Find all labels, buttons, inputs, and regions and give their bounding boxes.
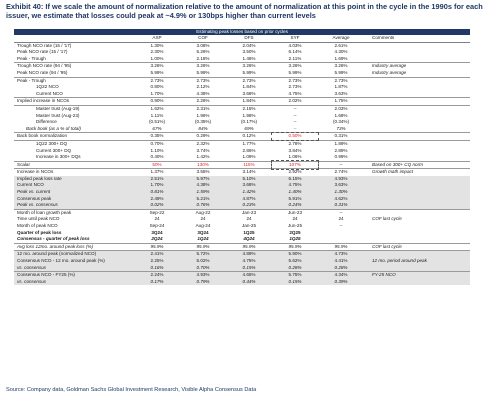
table-cell: 2.89% xyxy=(334,147,348,153)
row-label: Increase in NCOs xyxy=(14,169,134,176)
row-comment xyxy=(364,49,470,56)
table-cell: 3.14% xyxy=(226,169,272,176)
table-cell: 4.75% xyxy=(226,258,272,265)
row-label: Consensus NCO - 12 mo. around peak (%) xyxy=(14,258,134,265)
row-comment xyxy=(364,279,470,286)
row-label: Scalar xyxy=(14,161,134,169)
row-comment xyxy=(364,77,470,84)
row-label: Peak NCO rate (15 / '17) xyxy=(17,49,68,55)
table-cell: 3.63% xyxy=(334,90,348,96)
table-cell: 5.02% xyxy=(180,258,226,265)
table-cell: 1.75% xyxy=(318,98,364,106)
table-cell: Jun-25 xyxy=(287,223,303,229)
row-comment xyxy=(364,236,470,243)
table-cell: 3.26% xyxy=(180,63,226,70)
row-label: Peak - Trough xyxy=(17,55,46,61)
column-header: SYF xyxy=(272,35,318,42)
row-comment xyxy=(364,154,470,161)
table-cell: 67% xyxy=(152,125,162,131)
table-cell: 95.9% xyxy=(180,243,226,251)
table-cell: 6.14% xyxy=(288,49,302,55)
table-cell: 2.26% xyxy=(180,98,226,106)
table-row xyxy=(14,236,470,243)
row-comment xyxy=(364,265,470,272)
row-label: vs. consensus xyxy=(14,279,134,286)
table-cell: -- xyxy=(272,105,318,112)
row-comment xyxy=(364,176,470,183)
table-cell: 1.30% xyxy=(134,42,180,49)
table-row xyxy=(14,77,470,84)
table-cell: 69% xyxy=(244,125,254,131)
table-cell: 3.55% xyxy=(180,169,226,176)
table-cell: 0.31% xyxy=(318,133,364,141)
row-label: Avg loss 12mo. around peak loss (%) xyxy=(14,243,134,251)
table-cell: 1.11% xyxy=(150,112,164,118)
table-row xyxy=(14,189,470,196)
table-row xyxy=(14,113,470,120)
table-row xyxy=(14,126,470,133)
table-cell: 3.26% xyxy=(134,63,180,70)
row-comment: Based on 300+ CQ norm xyxy=(364,161,470,169)
table-cell: 1.42% xyxy=(196,154,210,160)
row-label: Peak NCO rate (94 / '95) xyxy=(17,69,68,75)
column-header: AXP xyxy=(134,35,180,42)
table-cell: 0.50% xyxy=(272,133,318,141)
table-row xyxy=(14,169,470,176)
table-cell: 1Q25 xyxy=(289,236,301,242)
table-cell: 2.02% xyxy=(272,98,318,106)
row-label: Trough NCO rate (15 / '17) xyxy=(14,42,134,49)
table-cell: 3.26% xyxy=(226,63,272,70)
row-comment xyxy=(364,148,470,155)
table-cell: 1.70% xyxy=(134,182,180,189)
table-cell: 0.70% xyxy=(180,265,226,272)
table-cell: 2.25% xyxy=(134,258,180,265)
table-cell: 1.96% xyxy=(196,112,210,118)
table-cell: 50% xyxy=(134,161,180,169)
table-cell: 3.68% xyxy=(242,90,256,96)
table-cell: 0.79% xyxy=(180,279,226,286)
table-cell: 130% xyxy=(180,161,226,169)
table-cell: 3.26% xyxy=(272,63,318,70)
row-label: Consensus - quarter of peak loss xyxy=(17,236,90,242)
table-cell: 3.84% xyxy=(288,147,302,153)
table-cell: 24 xyxy=(292,216,298,222)
table-cell: 1.98% xyxy=(242,112,256,118)
row-comment xyxy=(364,42,470,49)
table-cell: 2.41% xyxy=(134,251,180,258)
table-cell: 5.99% xyxy=(196,69,210,75)
table-cell: 4.73% xyxy=(318,251,364,258)
table-cell: 2.30% xyxy=(150,49,164,55)
table-cell: Jan-23 xyxy=(226,209,272,216)
table-cell: 5.10% xyxy=(226,176,272,183)
row-label: Month of peak NCO xyxy=(17,223,58,229)
table-cell: -- xyxy=(293,112,297,118)
table-cell: Sep-24 xyxy=(149,223,165,229)
table-cell: 1.62% xyxy=(134,105,180,112)
table-cell: 0.81% xyxy=(134,189,180,196)
row-comment xyxy=(364,230,470,237)
row-label: vs. consensus xyxy=(14,265,134,272)
table-cell: 1.77% xyxy=(226,140,272,147)
table-cell: Sep-22 xyxy=(134,209,180,216)
row-label: Implied increase in NCOs xyxy=(14,98,134,106)
table-cell: 2.24% xyxy=(134,272,180,279)
table-cell: 5.75% xyxy=(272,272,318,279)
row-comment xyxy=(364,133,470,141)
table-cell: 0.31% xyxy=(318,202,364,209)
table-cell: 3Q24 xyxy=(151,229,163,235)
table-cell: 2.73% xyxy=(180,77,226,84)
table-cell: 95.9% xyxy=(272,243,318,251)
table-cell: 95.9% xyxy=(134,243,180,251)
table-cell: 0.15% xyxy=(226,265,272,272)
table-cell: 1.68% xyxy=(334,112,348,118)
table-row xyxy=(14,182,470,189)
table-cell: Jan-25 xyxy=(241,223,257,229)
row-comment xyxy=(364,251,470,258)
row-comment xyxy=(364,98,470,106)
table-cell: 1.46% xyxy=(242,55,256,61)
table-cell: 1.37% xyxy=(134,169,180,176)
table-row xyxy=(14,42,470,49)
table-cell: 1.40% xyxy=(272,189,318,196)
table-cell: 5.72% xyxy=(180,251,226,258)
table-cell: 4.93% xyxy=(180,272,226,279)
table-cell: 5.99% xyxy=(150,69,164,75)
table-cell: 0.16% xyxy=(134,265,180,272)
table-cell: 2.78% xyxy=(272,140,318,147)
table-cell: 95.9% xyxy=(318,243,364,251)
table-cell: 0.44% xyxy=(226,279,272,286)
row-comment xyxy=(364,182,470,189)
row-label: Current 300+ DQ xyxy=(36,147,72,153)
row-comment xyxy=(364,119,470,126)
table-cell: 2.11% xyxy=(288,55,302,61)
table-cell: 115% xyxy=(226,161,272,169)
row-label: Peak vs. consensus xyxy=(14,202,134,209)
row-comment xyxy=(364,196,470,203)
row-label: Master trust (Aug-19) xyxy=(14,105,134,112)
table-cell: 4.34% xyxy=(318,272,364,279)
row-comment xyxy=(364,91,470,98)
table-cell: 3.68% xyxy=(226,182,272,189)
table-cell: 2.32% xyxy=(180,140,226,147)
table-cell: 0.12% xyxy=(226,133,272,141)
table-cell: 0.99% xyxy=(334,154,348,160)
table-cell: 3.63% xyxy=(318,182,364,189)
row-label: Current NCO xyxy=(36,90,63,96)
table-cell: 1.70% xyxy=(150,90,164,96)
table-row xyxy=(14,56,470,63)
table-cell: 4.03% xyxy=(272,42,318,49)
column-header xyxy=(14,35,134,42)
table-row xyxy=(14,154,470,161)
table-cell: 1.59% xyxy=(180,189,226,196)
table-row xyxy=(14,70,470,77)
row-comment xyxy=(364,189,470,196)
table-row xyxy=(14,265,470,272)
table-row xyxy=(14,133,470,141)
table-cell: 1.89% xyxy=(318,140,364,147)
row-comment: 12 mo. period around peak xyxy=(364,258,470,265)
table-cell: 73% xyxy=(336,125,346,131)
table-cell: 0.80% xyxy=(150,84,164,90)
table-row xyxy=(14,202,470,209)
row-comment xyxy=(364,84,470,91)
row-label: Consensus NCO - FY25 (%) xyxy=(14,272,134,279)
table-cell: 0.17% xyxy=(134,279,180,286)
row-comment: COF last cycle xyxy=(364,243,470,251)
row-label: 1Q22 NCO xyxy=(36,84,59,90)
table-cell: (0.34%) xyxy=(332,119,350,125)
table-cell: 2.92% xyxy=(272,169,318,176)
table-cell: 1.69% xyxy=(334,55,348,61)
table-cell: 4.93% xyxy=(318,176,364,183)
table-cell: Aug-22 xyxy=(180,209,226,216)
table-cell: 84% xyxy=(198,125,208,131)
table-cell: 24 xyxy=(154,216,160,222)
row-label: 1Q22 300+ DQ xyxy=(14,140,134,147)
table-cell: 1.00% xyxy=(150,55,164,61)
table-cell: 5.26% xyxy=(196,49,210,55)
table-row xyxy=(14,148,470,155)
column-header: DFS xyxy=(226,35,272,42)
table-row xyxy=(14,251,470,258)
row-comment xyxy=(364,202,470,209)
table-cell: 2.73% xyxy=(226,77,272,84)
row-label: Peak - Trough xyxy=(14,77,134,84)
row-comment xyxy=(364,140,470,147)
table-cell: 2.51% xyxy=(134,176,180,183)
source-note: Source: Company data, Goldman Sachs Global Investment Research, Visible Alpha Consensus Data xyxy=(6,387,257,393)
table-cell xyxy=(318,230,364,237)
table-row xyxy=(14,140,470,147)
table-cell: 24 xyxy=(200,216,206,222)
table-cell: 2.73% xyxy=(318,77,364,84)
column-header: Comments xyxy=(364,35,470,42)
table-cell: 5.99% xyxy=(334,69,348,75)
table-cell: (0.51%) xyxy=(148,119,166,125)
row-label: Implied peak loss rate xyxy=(14,176,134,183)
table-row xyxy=(14,84,470,91)
table-cell: 2.15% xyxy=(226,105,272,112)
table-cell: 4.41% xyxy=(318,258,364,265)
table-cell: 4.87% xyxy=(226,196,272,203)
table-cell: 5.91% xyxy=(272,196,318,203)
row-comment: FY-25 NCO xyxy=(364,272,470,279)
row-comment: Growth math impact xyxy=(364,169,470,176)
table-cell: 4.30% xyxy=(334,49,348,55)
table-cell: 1.09% xyxy=(242,154,256,160)
table-cell: 0.23% xyxy=(226,202,272,209)
table-cell: 4Q24 xyxy=(243,236,255,242)
table-cell xyxy=(318,236,364,243)
table-cell: 0.02% xyxy=(134,202,180,209)
table-row xyxy=(14,91,470,98)
table-cell: 2.49% xyxy=(134,196,180,203)
table-cell: Aug-24 xyxy=(195,223,211,229)
table-cell: 2.31% xyxy=(180,105,226,112)
table-cell: 0.70% xyxy=(134,140,180,147)
table-cell: 5.21% xyxy=(180,196,226,203)
table-cell: 24 xyxy=(338,216,344,222)
table-cell: 4.75% xyxy=(288,90,302,96)
table-cell: 5.90% xyxy=(272,251,318,258)
table-cell: 4.75% xyxy=(272,182,318,189)
table-cell: 0.35% xyxy=(134,133,180,141)
table-cell: 0.24% xyxy=(272,202,318,209)
row-label: Difference xyxy=(36,119,57,125)
row-label: Peak vs. current xyxy=(14,189,134,196)
table-row xyxy=(14,196,470,203)
row-label: Quarter of peak loss xyxy=(17,229,62,235)
table-cell: 5.62% xyxy=(272,258,318,265)
table-cell: 1.42% xyxy=(226,189,272,196)
row-label: Time until peak NCO xyxy=(17,216,60,222)
table-cell: 1.84% xyxy=(226,98,272,106)
row-label: Consensus peak xyxy=(14,196,134,203)
table-row xyxy=(14,176,470,183)
table-cell: 1Q25 xyxy=(243,229,255,235)
table-cell: 2Q25 xyxy=(289,229,301,235)
table-cell: 4.62% xyxy=(318,196,364,203)
table-cell: 2Q24 xyxy=(151,236,163,242)
table-cell: 2.73% xyxy=(288,84,302,90)
table-row xyxy=(14,49,470,56)
table-cell: 4.38% xyxy=(180,182,226,189)
table-cell: 2.73% xyxy=(134,77,180,84)
table-cell: 4.38% xyxy=(196,90,210,96)
row-comment xyxy=(364,223,470,230)
table-cell: 0.29% xyxy=(180,133,226,141)
row-label: Current NCO xyxy=(14,182,134,189)
table-cell: 2.86% xyxy=(242,147,256,153)
table-cell: 1.30% xyxy=(318,189,364,196)
table-cell: 4.89% xyxy=(226,251,272,258)
exhibit-title: Exhibit 40: If we scale the amount of normalization relative to the amount of normalization at this point in the cycle in the 1990s for each issuer, we estimate that losses could peak at ~4.9% or 130bps higher than current levels xyxy=(6,2,483,21)
table-cell: -- xyxy=(318,161,364,169)
row-comment: Industry average xyxy=(364,63,470,70)
table-cell: 2.73% xyxy=(272,77,318,84)
table-cell: 107% xyxy=(272,161,318,169)
table-cell: (0.17%) xyxy=(240,119,258,125)
row-label: 12 mo. around peak (normalized NCO) xyxy=(14,251,134,258)
table-cell: 2.18% xyxy=(196,55,210,61)
table-cell: 3.08% xyxy=(180,42,226,49)
column-header: COF xyxy=(180,35,226,42)
table-cell: -- xyxy=(293,125,297,131)
table-row xyxy=(14,230,470,237)
table-cell: 95.9% xyxy=(226,243,272,251)
row-comment xyxy=(364,113,470,120)
table-cell: 0.15% xyxy=(272,279,318,286)
table-cell: 5.99% xyxy=(288,69,302,75)
row-comment xyxy=(364,209,470,216)
table-row xyxy=(14,279,470,286)
table-row xyxy=(14,216,470,223)
row-comment: COF last cycle xyxy=(372,216,402,222)
peak-loss-table xyxy=(14,29,470,285)
table-cell: 2.04% xyxy=(226,42,272,49)
table-row xyxy=(14,209,470,216)
table-cell: 5.97% xyxy=(180,176,226,183)
row-comment xyxy=(364,126,470,133)
column-header: Average xyxy=(318,35,364,42)
table-row xyxy=(14,272,470,279)
row-label: Master trust (Aug-23) xyxy=(36,112,80,118)
table-cell: 0.90% xyxy=(134,98,180,106)
table-cell: 0.39% xyxy=(318,279,364,286)
table-cell: 5.99% xyxy=(242,69,256,75)
table-cell: 2.61% xyxy=(318,42,364,49)
row-label: Increase in 300+ DQs xyxy=(36,154,81,160)
table-band-title: Estimating peak losses based on prior cycles xyxy=(14,29,470,35)
table-cell: 3.26% xyxy=(318,63,364,70)
row-label: Back book (as a % of total) xyxy=(26,125,81,131)
table-cell: 0.28% xyxy=(272,265,318,272)
table-header-row xyxy=(14,35,470,42)
row-comment xyxy=(364,105,470,112)
table-cell: 3Q24 xyxy=(197,229,209,235)
table-cell: 1.87% xyxy=(334,84,348,90)
table-cell: 1Q24 xyxy=(197,236,209,242)
table-cell: 1.84% xyxy=(242,84,256,90)
table-cell: -- xyxy=(293,119,297,125)
table-cell: 0.28% xyxy=(318,265,364,272)
table-cell: 6.15% xyxy=(272,176,318,183)
table-row xyxy=(14,63,470,70)
table-row xyxy=(14,258,470,265)
table-row xyxy=(14,119,470,126)
table-cell: Jun-23 xyxy=(272,209,318,216)
table-cell: 3.50% xyxy=(242,49,256,55)
table-cell: 2.12% xyxy=(196,84,210,90)
table-cell: (0.35%) xyxy=(194,119,212,125)
row-label: Trough NCO rate (94 / '95) xyxy=(14,63,134,70)
table-row xyxy=(14,243,470,251)
table-row xyxy=(14,98,470,106)
row-label: Month of loan growth peak xyxy=(14,209,134,216)
table-row xyxy=(14,161,470,169)
table-cell: 2.03% xyxy=(318,105,364,112)
table-cell: 1.06% xyxy=(288,154,302,160)
table-cell: -- xyxy=(318,209,364,216)
table-cell: 1.10% xyxy=(150,147,164,153)
row-comment xyxy=(364,56,470,63)
row-label: Back book normalization xyxy=(14,133,134,141)
table-cell: 4.65% xyxy=(226,272,272,279)
table-cell: 2.74% xyxy=(318,169,364,176)
table-cell: -- xyxy=(339,223,343,229)
table-cell: 3.74% xyxy=(196,147,210,153)
table-cell: 24 xyxy=(246,216,252,222)
table-row xyxy=(14,105,470,112)
row-comment: Industry average xyxy=(372,69,407,75)
table-cell: 0.40% xyxy=(150,154,164,160)
table-cell: 0.76% xyxy=(180,202,226,209)
table-row xyxy=(14,223,470,230)
